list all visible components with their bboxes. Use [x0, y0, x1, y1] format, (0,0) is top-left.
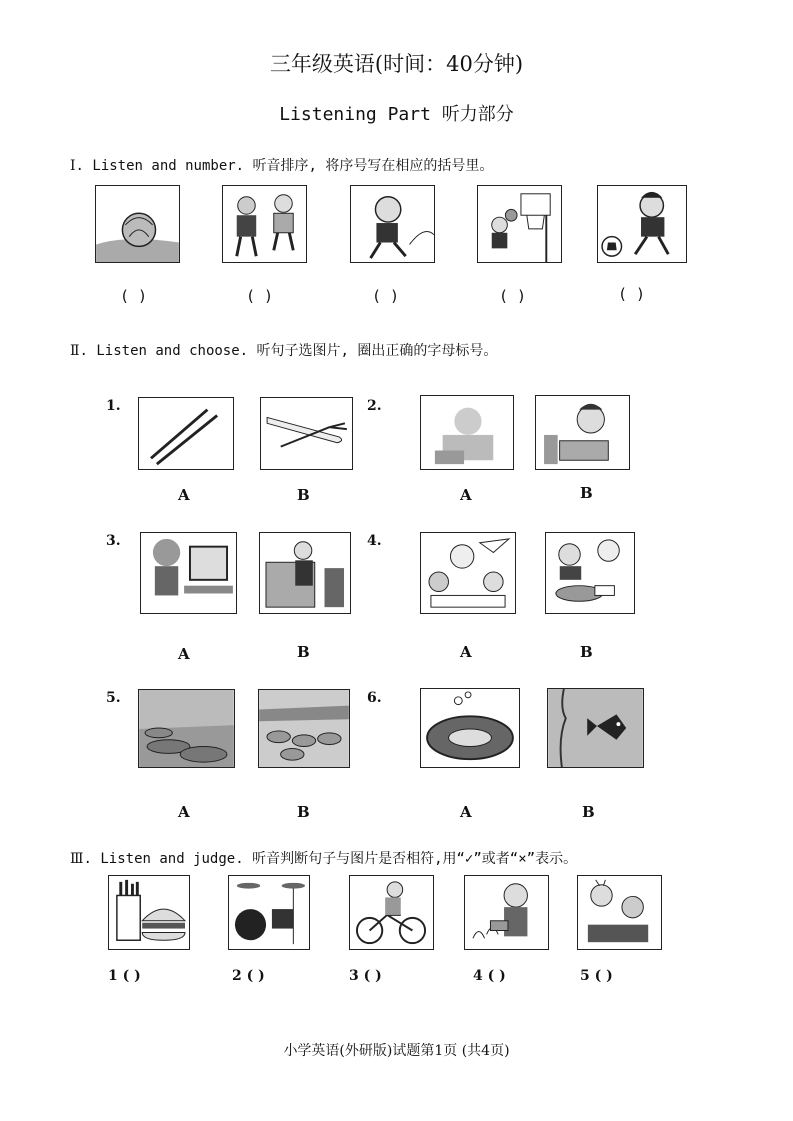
page-subtitle: Listening Part 听力部分 [279, 104, 514, 125]
answer-blank-4[interactable]: ( ) [499, 287, 527, 305]
option-label[interactable]: A [178, 486, 190, 504]
two-boys-picture [222, 185, 307, 263]
answer-blank-3[interactable]: ( ) [372, 287, 400, 305]
question-number: 4. [367, 533, 382, 549]
option-label[interactable]: A [460, 643, 472, 661]
option-label[interactable]: A [178, 803, 190, 821]
paper-plane-picture [420, 532, 516, 614]
judge-answer-3[interactable]: 3 ( ) [349, 968, 382, 984]
question-number: 1. [106, 398, 121, 414]
option-label[interactable]: B [580, 643, 593, 661]
section2-heading: Ⅱ. Listen and choose. 听句子选图片, 圈出正确的字母标号。 [70, 343, 498, 359]
answer-blank-2[interactable]: ( ) [246, 287, 274, 305]
option-label[interactable]: A [460, 486, 472, 504]
option-label[interactable]: B [297, 486, 310, 504]
basketball-picture [477, 185, 562, 263]
reading-picture [535, 395, 630, 470]
question-number: 6. [367, 690, 382, 706]
boy-running-picture [350, 185, 435, 263]
answer-blank-5[interactable]: ( ) [618, 285, 646, 303]
cooking-picture [545, 532, 635, 614]
option-label[interactable]: A [460, 803, 472, 821]
judge-answer-1[interactable]: 1 ( ) [108, 968, 141, 984]
option-label[interactable]: B [297, 803, 310, 821]
page-title: 三年级英语(时间：40分钟) [269, 52, 524, 76]
section1-heading: Ⅰ. Listen and number. 听音排序, 将序号写在相应的括号里。 [70, 158, 494, 174]
page-footer: 小学英语(外研版)试题第1页 (共4页) [283, 1043, 510, 1059]
judge-answer-4[interactable]: 4 ( ) [473, 968, 506, 984]
burger-fries-picture [108, 875, 190, 950]
chopsticks-picture [138, 397, 234, 470]
armchair-picture [259, 532, 351, 614]
answer-blank-1[interactable]: ( ) [120, 287, 148, 305]
computer-picture [140, 532, 237, 614]
judge-answer-5[interactable]: 5 ( ) [580, 968, 613, 984]
question-number: 3. [106, 533, 121, 549]
question-number: 2. [367, 398, 382, 414]
judge-answer-2[interactable]: 2 ( ) [232, 968, 265, 984]
knife-fork-picture [260, 397, 353, 470]
option-label[interactable]: B [582, 803, 595, 821]
option-label[interactable]: A [178, 645, 190, 663]
bicycle-picture [349, 875, 434, 950]
playing-picture [577, 875, 662, 950]
boats-picture [138, 689, 235, 768]
question-number: 5. [106, 690, 121, 706]
football-picture [597, 185, 687, 263]
gardening-picture [464, 875, 549, 950]
section3-heading: Ⅲ. Listen and judge. 听音判断句子与图片是否相符,用“✓”或者“×”表示。 [70, 851, 578, 867]
phone-picture [420, 395, 514, 470]
cabbage-picture [95, 185, 180, 263]
ducks-picture [258, 689, 350, 768]
option-label[interactable]: B [297, 643, 310, 661]
option-label[interactable]: B [580, 484, 593, 502]
fish-plate-picture [420, 688, 520, 768]
drums-picture [228, 875, 310, 950]
fish-water-picture [547, 688, 644, 768]
